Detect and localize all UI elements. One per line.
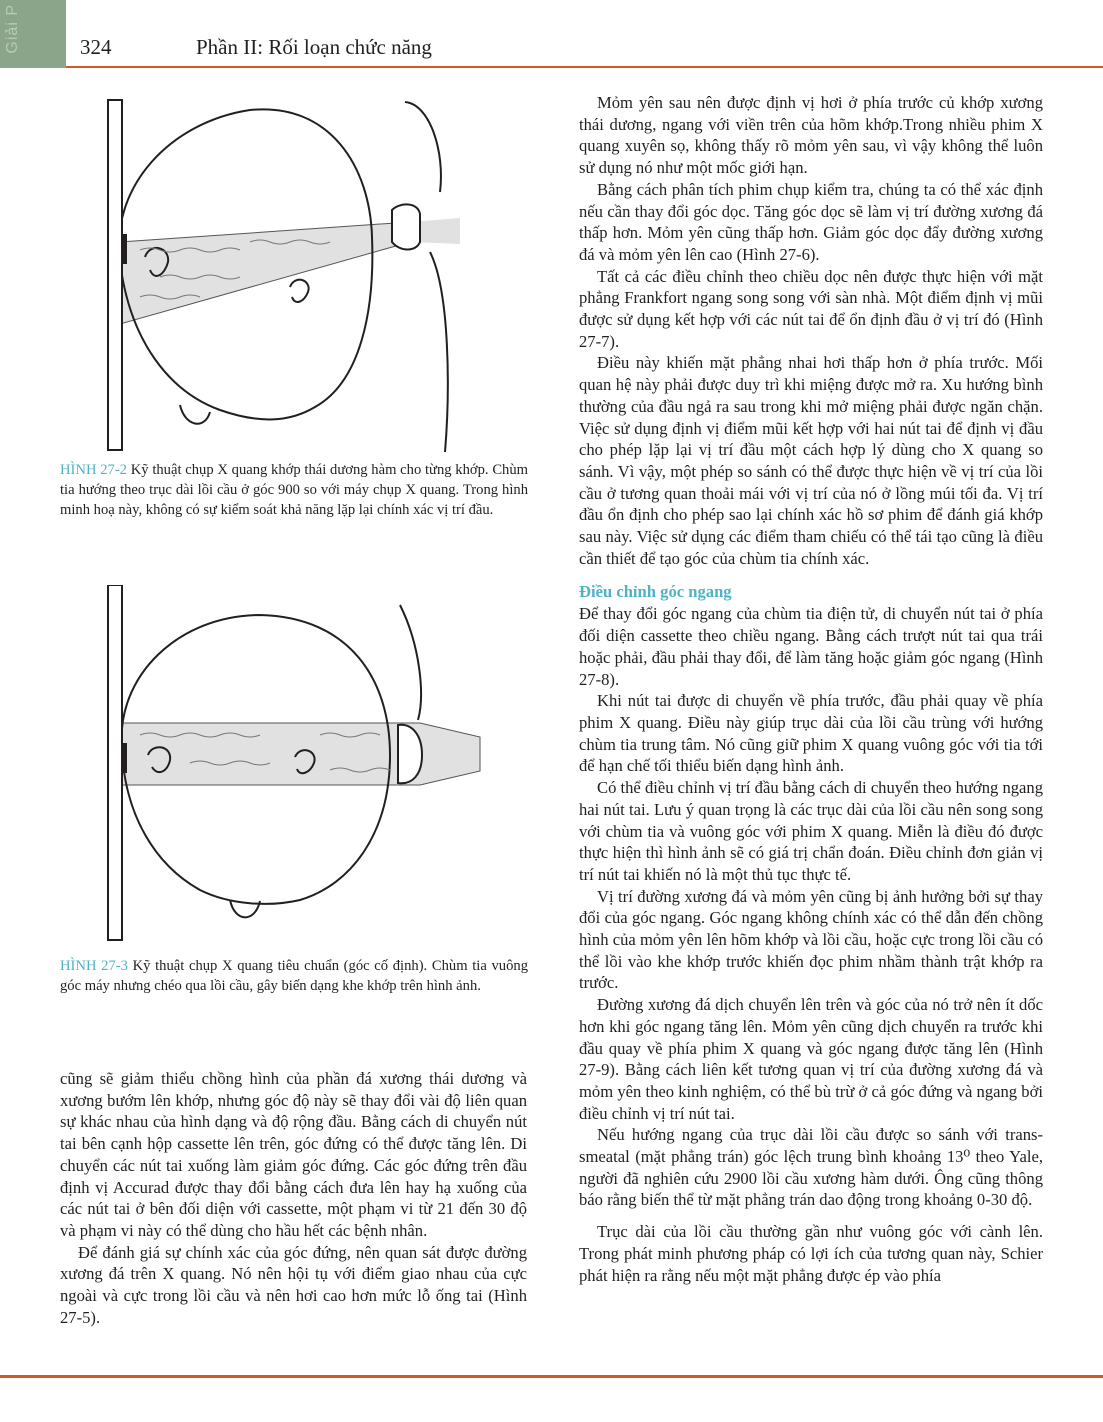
body-paragraph: Đường xương đá dịch chuyển lên trên và góc của nó trở nên ít dốc hơn khi góc ngang tăng lên. Mỏm yên cũng dịch chuyển ra trước khi đầu quay về phía phim X quang và góc ngang được tăng lên (Hình 27-9). Bằng cách liên kết tương quan vị trí của đường xương đá và mỏm yên theo kinh nghiệm, có thể bù trừ ở cả góc đứng và ngang bởi điều chỉnh vị trí nút tai. [579,995,1043,1123]
left-column [60,1068,527,1328]
figure-27-2 [100,92,460,462]
body-paragraph: Có thể điều chỉnh vị trí đầu bằng cách di chuyển theo hướng ngang hai nút tai. Lưu ý quan trọng là các trục dài của lồi cầu nên song song với chùm tia và vuông góc với phim X quang. Miễn là điều đó được thực hiện thì hình ảnh sẽ có giá trị chẩn đoán. Điều chỉnh đơn giản vị trí nút tai khiến nó là một thủ tục thực tế. [579,778,1043,884]
page-header [66,0,1103,66]
figure-27-3-caption [60,956,528,996]
figure-27-2-illustration [100,92,460,462]
figure-27-2-caption [60,460,528,520]
body-paragraph: Điều này khiến mặt phẳng nhai hơi thấp hơn ở phía trước. Mối quan hệ này phải được duy trì khi miệng được mở ra. Xu hướng bình thường của đầu ngả ra sau trong khi mở miệng phải được ngăn chặn. Việc sử dụng định vị điểm mũi kết hợp với hai nút tai để định vị đầu cho phép lặp lại vị trí đầu một cách hợp lý dùng cho X quang so sánh. Vì vậy, một phép so sánh có thể được thực hiện về vị trí của lồi cầu ở tương quan thoải mái với vị trí của nó ở lồng múi tối đa. Vị trí đầu ổn định cho phép sao lại chính xác hồ sơ phim để đánh giá khớp sau này. Việc sử dụng các điểm tham chiếu có thể tái tạo cũng là điều cần thiết để tạo góc của chùm tia chính xác. [579,353,1043,568]
body-paragraph: Vị trí đường xương đá và mỏm yên cũng bị ảnh hưởng bởi sự thay đổi của góc ngang. Góc ngang không chính xác có thể dẫn đến chồng hình của mỏm yên lên hõm khớp và lồi cầu, hoặc cực trong lồi cầu có thể lồi vào khe khớp trước khiến đọc phim nhầm thành trật khớp ra trước. [579,886,1043,993]
figure-27-3 [100,585,500,943]
body-paragraph: Để đánh giá sự chính xác của góc đứng, nên quan sát được đường xương đá trên X quang. Nó nên hội tụ với điểm giao nhau của cực ngoài và cực trong lồi cầu và nên hơi cao hơn mức lỗ ống tai (Hình 27-5). [60,1242,527,1327]
body-paragraph: Để thay đổi góc ngang của chùm tia điện tử, di chuyển nút tai ở phía đối diện cassette theo chiều ngang. Bằng cách trượt nút tai qua trái hoặc phải, đầu phải thay đổi, để làm tăng hoặc giảm góc ngang (Hình 27-8). [579,604,1043,689]
header-rule [66,66,1103,68]
right-column [579,92,1043,1286]
figure-27-3-caption-text: Kỹ thuật chụp X quang tiêu chuẩn (góc cố định). Chùm tia vuông góc máy nhưng chéo qua lồi cầu, gây biến dạng khe khớp trên hình ảnh. [60,958,528,994]
side-tab-text: Giải P [4,4,21,54]
body-paragraph: Trục dài của lồi cầu thường gần như vuông góc với cành lên. Trong phát minh phương pháp có lợi ích của tương quan này, Schier phát hiện ra rằng nếu một mặt phẳng được ép vào phía [579,1222,1043,1285]
figure-27-3-illustration [100,585,500,943]
side-tab [0,0,66,68]
footer-rule [0,1375,1103,1378]
section-heading: Điều chỉnh góc ngang [579,582,732,602]
body-paragraph: Mỏm yên sau nên được định vị hơi ở phía trước củ khớp xương thái dương, ngang với viền trên của hõm khớp.Trong nhiều phim X quang xuyên sọ, không thấy rõ mỏm yên sau, vì vậy không thể luôn sử dụng nó như một mốc giới hạn. [579,93,1043,178]
body-paragraph: Tất cả các điều chỉnh theo chiều dọc nên được thực hiện với mặt phẳng Frankfort ngang song song với sàn nhà. Một điểm định vị mũi được sử dụng kết hợp với các nút tai để ổn định đầu ở vị trí đó (Hình 27-7). [579,266,1043,351]
figure-27-2-caption-text: Kỹ thuật chụp X quang khớp thái dương hàm cho từng khớp. Chùm tia hướng theo trục dài lồi cầu ở góc 900 so với máy chụp X quang. Trong hình minh hoạ này, không có sự kiểm soát khả năng lặp lại chính xác vị trí đầu. [60,462,528,518]
figure-27-2-label: HÌNH 27-2 [60,462,127,478]
running-title: Phần II: Rối loạn chức năng [196,35,432,59]
figure-27-3-label: HÌNH 27-3 [60,958,128,974]
body-paragraph: Bằng cách phân tích phim chụp kiểm tra, chúng ta có thể xác định nếu cần thay đổi góc dọc. Tăng góc dọc sẽ làm vị trí đường xương đá thấp hơn. Mỏm yên cũng thấp hơn. Giảm góc dọc đẩy đường xương đá và mỏm yên lên cao (Hình 27-6). [579,179,1043,264]
body-paragraph: Nếu hướng ngang của trục dài lồi cầu được so sánh với trans-smeatal (mặt phẳng trán) góc lệch trung bình khoảng 13⁰ theo Yale, người đã nghiên cứu 2900 lồi cầu xương hàm dưới. Ông cũng thông báo rằng biến thể từ mặt phẳng trán dao động trong khoảng 0-30 độ. [579,1125,1043,1210]
body-paragraph: Khi nút tai được di chuyển về phía trước, đầu phải quay về phía phim X quang. Điều này giúp trục dài của lồi cầu trùng với hướng chùm tia trung tâm. Nó cũng giữ phim X quang vuông góc với tia tới để hạn chế tối thiểu biến dạng hình ảnh. [579,691,1043,776]
body-paragraph: cũng sẽ giảm thiểu chồng hình của phần đá xương thái dương và xương bướm lên khớp, nhưng góc độ này sẽ thay đổi vài độ liên quan sự khác nhau của hình dạng và độ rộng đầu. Bằng cách di chuyển nút tai bên cạnh hộp cassette lên trên, góc đứng có thể được tăng lên. Di chuyển các nút tai xuống làm giảm góc đứng. Các góc đứng trên đầu định vị Accurad được thay đổi bằng cách đưa lên hay hạ xuống của các nút tai ở bên đối diện với cassette, một phạm vi từ 21 đến 30 độ và phạm vi này có thể dùng cho hầu hết các bệnh nhân. [60,1069,527,1240]
page-number: 324 [80,35,112,59]
